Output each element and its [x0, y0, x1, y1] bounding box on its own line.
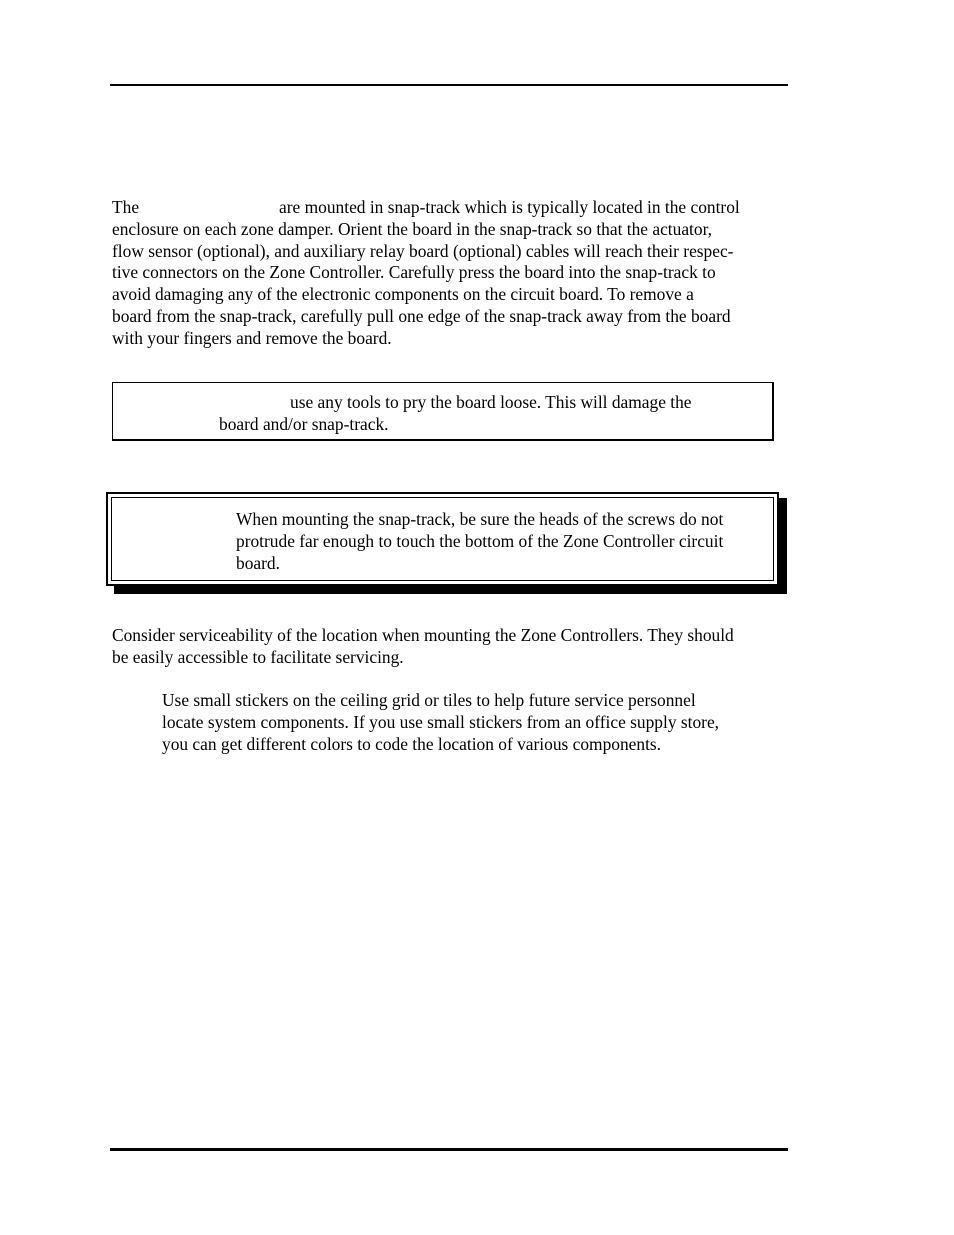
paragraph-line	[112, 197, 788, 219]
paragraph-line: flow sensor (optional), and auxiliary relay board (optional) cables will reach their respec-	[112, 240, 734, 261]
paragraph-line: Consider serviceability of the location when mounting the Zone Controllers. They should	[112, 625, 734, 645]
caution-line: protrude far enough to touch the bottom of the Zone Controller circuit	[236, 530, 724, 551]
header-rule	[110, 84, 788, 86]
caution-line: board.	[236, 552, 280, 573]
tip-line: you can get different colors to code the location of various components.	[162, 733, 662, 754]
tip-line: locate system components. If you use small stickers from an office supply store,	[162, 711, 720, 732]
note-line: use any tools to pry the board loose. This will damage the	[290, 392, 692, 412]
tip-line: Use small stickers on the ceiling grid or tiles to help future service personnel	[162, 690, 696, 710]
paragraph-line: board from the snap-track, carefully pull one edge of the snap-track away from the board	[112, 305, 731, 326]
note-box	[112, 382, 774, 441]
caution-line: When mounting the snap-track, be sure the heads of the screws do not	[236, 509, 724, 529]
paragraph-line: tive connectors on the Zone Controller. Carefully press the board into the snap-track to	[112, 262, 716, 283]
caution-box	[106, 492, 779, 586]
paragraph-line: avoid damaging any of the electronic components on the circuit board. To remove a	[112, 284, 694, 305]
paragraph-line: with your fingers and remove the board.	[112, 327, 392, 348]
caution-text	[236, 509, 723, 574]
paragraph-line: enclosure on each zone damper. Orient the board in the snap-track so that the actuator,	[112, 218, 713, 239]
note-line: board and/or snap-track.	[219, 413, 389, 434]
serviceability-paragraph	[112, 625, 788, 669]
footer-rule	[110, 1148, 788, 1151]
paragraph-text: are mounted in snap-track which is typically located in the control	[279, 197, 740, 217]
paragraph-line: be easily accessible to facilitate servicing.	[112, 646, 404, 667]
note-text	[219, 392, 692, 436]
tip-paragraph	[162, 690, 788, 755]
paragraph-text: The	[112, 197, 140, 217]
mounting-paragraph	[112, 197, 788, 350]
